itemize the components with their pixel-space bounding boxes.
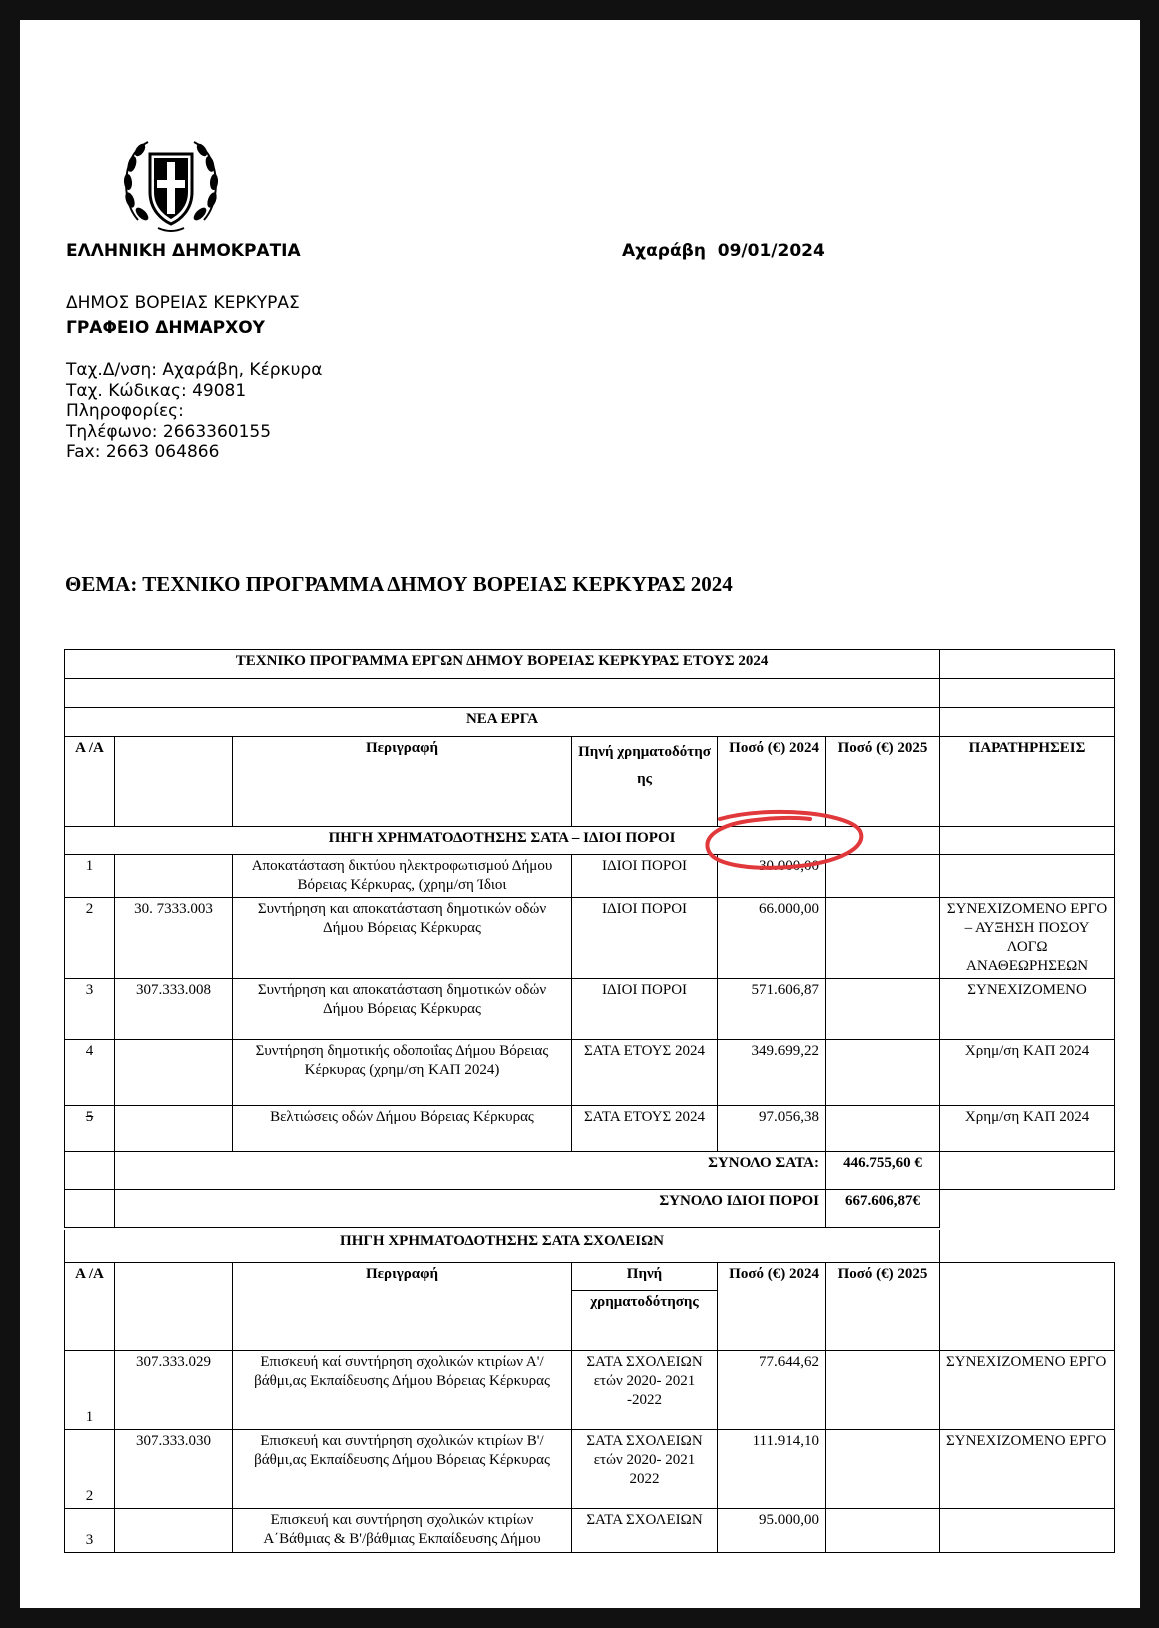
header-source: Πηνή χρηματοδότησ ης bbox=[572, 737, 718, 827]
document-date: Αχαράβη 09/01/2024 bbox=[622, 241, 825, 261]
row-source: ΣΑΤΑ ΕΤΟΥΣ 2024 bbox=[572, 1040, 718, 1106]
address-line: Ταχ.Δ/νση: Αχαράβη, Κέρκυρα bbox=[66, 360, 323, 380]
table-row bbox=[65, 898, 1115, 979]
row-code bbox=[115, 855, 233, 898]
table-cell bbox=[940, 1152, 1115, 1190]
header-amount-2024: Ποσό (€) 2024 bbox=[718, 1262, 826, 1350]
row-notes: ΣΥΝΕΧΙΖΟΜΕΝΟ ΕΡΓΟ – ΑΥΞΗΣΗ ΠΟΣΟΥ ΛΟΓΩ ΑΝΑΘΕΩΡΗΣΕΩΝ bbox=[940, 898, 1115, 979]
postal-code-line: Ταχ. Κώδικας: 49081 bbox=[66, 380, 247, 401]
row-amount-2024: 111.914,10 bbox=[718, 1429, 826, 1508]
header-code bbox=[115, 737, 233, 827]
header-source-bottom: χρηματοδότησης bbox=[572, 1290, 718, 1350]
total-own-label: ΣΥΝΟΛΟ ΙΔΙΟΙ ΠΟΡΟΙ bbox=[115, 1190, 826, 1228]
row-code bbox=[115, 1106, 233, 1152]
header-aa: Α /Α bbox=[65, 1262, 115, 1350]
municipality-name: ΔΗΜΟΣ ΒΟΡΕΙΑΣ ΚΕΡΚΥΡΑΣ bbox=[66, 293, 300, 313]
row-aa: 1 bbox=[65, 1350, 115, 1429]
table-row bbox=[65, 1106, 1115, 1152]
table-cell bbox=[65, 679, 940, 708]
row-amount-2024: 571.606,87 bbox=[718, 979, 826, 1040]
row-description: Βελτιώσεις οδών Δήμου Βόρειας Κέρκυρας bbox=[233, 1106, 572, 1152]
table-row bbox=[65, 1508, 1115, 1552]
row-source: ΣΑΤΑ ΕΤΟΥΣ 2024 bbox=[572, 1106, 718, 1152]
table-cell bbox=[940, 679, 1115, 708]
row-amount-2024: 30.000,00 bbox=[718, 855, 826, 898]
table-row bbox=[65, 1429, 1115, 1508]
row-amount-2024: 95.000,00 bbox=[718, 1508, 826, 1552]
total-sata-label: ΣΥΝΟΛΟ ΣΑΤΑ: bbox=[115, 1152, 826, 1190]
row-notes bbox=[940, 1508, 1115, 1552]
mayor-office: ΓΡΑΦΕΙΟ ΔΗΜΑΡΧΟΥ bbox=[66, 318, 265, 338]
row-code: 307.333.029 bbox=[115, 1350, 233, 1429]
funding-source-title: ΠΗΓΗ ΧΡΗΜΑΤΟΔΟΤΗΣΗΣ ΣΑΤΑ – ΙΔΙΟΙ ΠΟΡΟΙ bbox=[65, 827, 940, 855]
schools-funding-table bbox=[64, 1230, 1115, 1553]
row-amount-2025 bbox=[826, 855, 940, 898]
technical-program-table bbox=[64, 649, 1115, 1228]
row-notes: ΣΥΝΕΧΙΖΟΜΕΝΟ ΕΡΓΟ bbox=[940, 1429, 1115, 1508]
table-cell bbox=[940, 650, 1115, 679]
row-amount-2024: 97.056,38 bbox=[718, 1106, 826, 1152]
total-sata-value: 446.755,60 € bbox=[826, 1152, 940, 1190]
row-description: Επισκευή και συντήρηση σχολικών κτιρίων Α΄Βάθμιας & Β'/βάθμιας Εκπαίδευσης Δήμου bbox=[233, 1508, 572, 1552]
row-source: ΣΑΤΑ ΣΧΟΛΕΙΩΝ ετών 2020- 2021 -2022 bbox=[572, 1350, 718, 1429]
table-header-row bbox=[65, 1262, 1115, 1290]
row-amount-2025 bbox=[826, 1040, 940, 1106]
row-amount-2025 bbox=[826, 979, 940, 1040]
table-cell bbox=[940, 827, 1115, 855]
row-description: Επισκευή και συντήρηση σχολικών κτιρίων Β'/βάθμι,ας Εκπαίδευσης Δήμου Βόρειας Κέρκυρας bbox=[233, 1429, 572, 1508]
table-row bbox=[65, 979, 1115, 1040]
funding-source-title: ΠΗΓΗ ΧΡΗΜΑΤΟΔΟΤΗΣΗΣ ΣΑΤΑ ΣΧΟΛΕΙΩΝ bbox=[65, 1230, 940, 1262]
row-source: ΙΔΙΟΙ ΠΟΡΟΙ bbox=[572, 979, 718, 1040]
row-source: ΙΔΙΟΙ ΠΟΡΟΙ bbox=[572, 855, 718, 898]
row-notes: ΣΥΝΕΧΙΖΟΜΕΝΟ ΕΡΓΟ bbox=[940, 1350, 1115, 1429]
row-code bbox=[115, 1040, 233, 1106]
header-description: Περιγραφή bbox=[233, 737, 572, 827]
row-aa: 2 bbox=[65, 898, 115, 979]
row-code: 307.333.008 bbox=[115, 979, 233, 1040]
row-amount-2024: 66.000,00 bbox=[718, 898, 826, 979]
row-notes: Χρημ/ση ΚΑΠ 2024 bbox=[940, 1106, 1115, 1152]
header-description: Περιγραφή bbox=[233, 1262, 572, 1350]
table-cell bbox=[940, 1230, 1115, 1262]
row-notes: ΣΥΝΕΧΙΖΟΜΕΝΟ bbox=[940, 979, 1115, 1040]
row-description: Συντήρηση και αποκατάσταση δημοτικών οδών Δήμου Βόρειας Κέρκυρας bbox=[233, 898, 572, 979]
row-code: 307.333.030 bbox=[115, 1429, 233, 1508]
table-title: ΤΕΧΝΙΚΟ ΠΡΟΓΡΑΜΜΑ ΕΡΓΩΝ ΔΗΜΟΥ ΒΟΡΕΙΑΣ ΚΕΡΚΥΡΑΣ ΕΤΟΥΣ 2024 bbox=[65, 650, 940, 679]
row-amount-2024: 77.644,62 bbox=[718, 1350, 826, 1429]
header-notes bbox=[940, 1262, 1115, 1350]
contact-block bbox=[66, 360, 322, 463]
total-sata-row bbox=[65, 1152, 1115, 1190]
row-notes bbox=[940, 855, 1115, 898]
total-own-row bbox=[65, 1190, 1115, 1228]
fax-line: Fax: 2663 064866 bbox=[66, 442, 220, 462]
row-description: Συντήρηση και αποκατάσταση δημοτικών οδών Δήμου Βόρειας Κέρκυρας bbox=[233, 979, 572, 1040]
row-notes: Χρημ/ση ΚΑΠ 2024 bbox=[940, 1040, 1115, 1106]
row-aa: 4 bbox=[65, 1040, 115, 1106]
document-subject: ΘΕΜΑ: ΤΕΧΝΙΚΟ ΠΡΟΓΡΑΜΜΑ ΔΗΜΟΥ ΒΟΡΕΙΑΣ ΚΕΡΚΥΡΑΣ 2024 bbox=[65, 572, 733, 596]
table-cell bbox=[65, 1190, 115, 1228]
row-aa: 5 bbox=[65, 1106, 115, 1152]
row-amount-2025 bbox=[826, 898, 940, 979]
table-row bbox=[65, 1040, 1115, 1106]
header-aa: Α /Α bbox=[65, 737, 115, 827]
info-line: Πληροφορίες: bbox=[66, 401, 184, 421]
row-source: ΣΑΤΑ ΣΧΟΛΕΙΩΝ bbox=[572, 1508, 718, 1552]
header-amount-2025: Ποσό (€) 2025 bbox=[826, 1262, 940, 1350]
row-amount-2024: 349.699,22 bbox=[718, 1040, 826, 1106]
header-code bbox=[115, 1262, 233, 1350]
greek-coat-of-arms-emblem bbox=[118, 130, 224, 240]
row-code bbox=[115, 1508, 233, 1552]
row-description: Επισκευή καί συντήρηση σχολικών κτιρίων Α'/βάθμι,ας Εκπαίδευσης Δήμου Βόρειας Κέρκυρας bbox=[233, 1350, 572, 1429]
table-row bbox=[65, 1350, 1115, 1429]
table-cell bbox=[940, 1190, 1115, 1228]
table-cell bbox=[940, 708, 1115, 737]
row-aa: 2 bbox=[65, 1429, 115, 1508]
table-row bbox=[65, 855, 1115, 898]
phone-line: Τηλέφωνο: 2663360155 bbox=[66, 421, 272, 442]
table-cell bbox=[65, 1152, 115, 1190]
row-amount-2025 bbox=[826, 1508, 940, 1552]
row-aa: 1 bbox=[65, 855, 115, 898]
row-amount-2025 bbox=[826, 1106, 940, 1152]
row-aa: 3 bbox=[65, 979, 115, 1040]
row-amount-2025 bbox=[826, 1429, 940, 1508]
row-source: ΙΔΙΟΙ ΠΟΡΟΙ bbox=[572, 898, 718, 979]
row-source: ΣΑΤΑ ΣΧΟΛΕΙΩΝ ετών 2020- 2021 2022 bbox=[572, 1429, 718, 1508]
header-amount-2025: Ποσό (€) 2025 bbox=[826, 737, 940, 827]
total-own-value: 667.606,87€ bbox=[826, 1190, 940, 1228]
republic-heading: ΕΛΛΗΝΙΚΗ ΔΗΜΟΚΡΑΤΙΑ bbox=[66, 241, 301, 261]
row-description: Συντήρηση δημοτικής οδοποιΐας Δήμου Βόρειας Κέρκυρας (χρημ/ση ΚΑΠ 2024) bbox=[233, 1040, 572, 1106]
header-source-top: Πηνή bbox=[572, 1262, 718, 1290]
row-description: Αποκατάσταση δικτύου ηλεκτροφωτισμού Δήμου Βόρειας Κέρκυρας, (χρημ/ση Ίδιοι bbox=[233, 855, 572, 898]
row-amount-2025 bbox=[826, 1350, 940, 1429]
row-code: 30. 7333.003 bbox=[115, 898, 233, 979]
header-amount-2024: Ποσό (€) 2024 bbox=[718, 737, 826, 827]
row-aa: 3 bbox=[65, 1508, 115, 1552]
section-title: ΝΕΑ ΕΡΓΑ bbox=[65, 708, 940, 737]
table-header-row bbox=[65, 737, 1115, 827]
header-notes: ΠΑΡΑΤΗΡΗΣΕΙΣ bbox=[940, 737, 1115, 827]
